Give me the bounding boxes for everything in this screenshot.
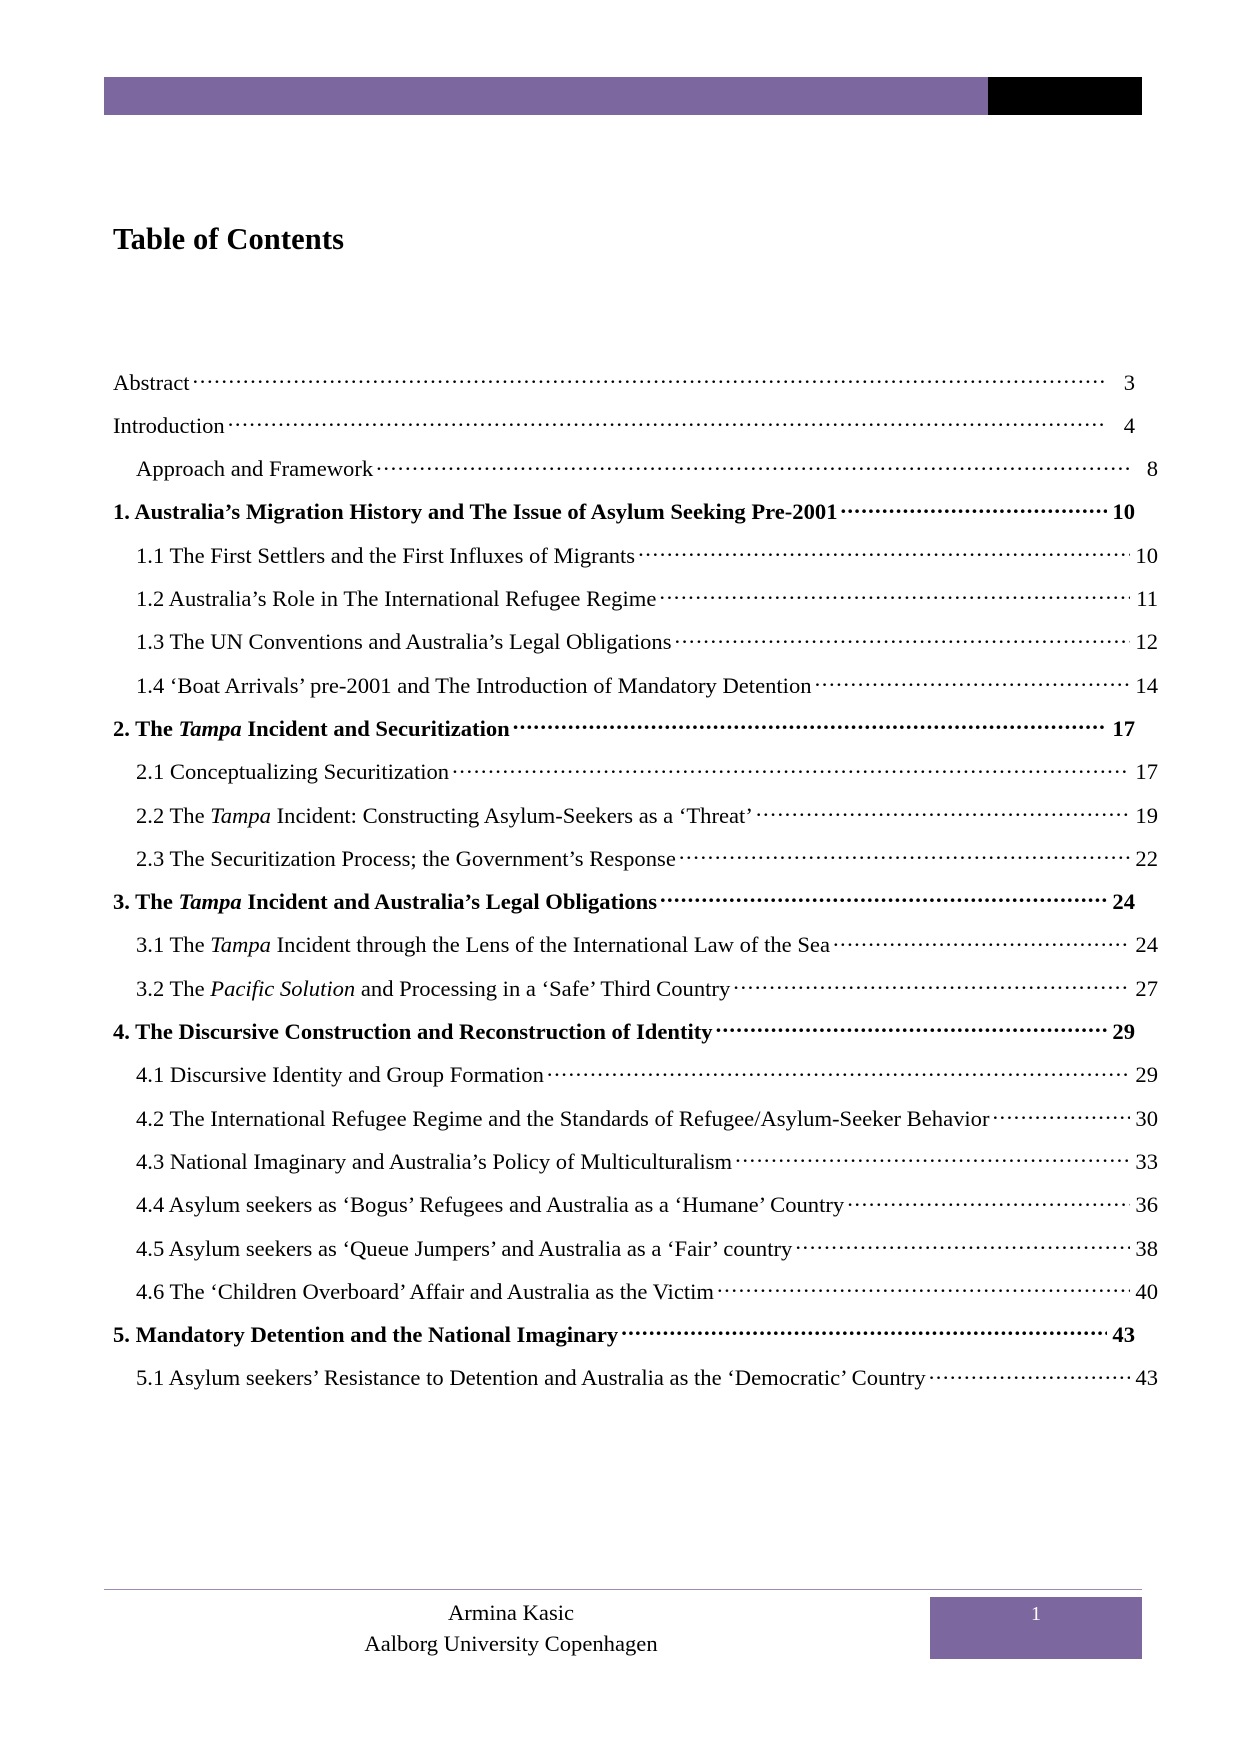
toc-entry-page: 17: [1135, 759, 1158, 785]
toc-dot-leader: [228, 410, 1107, 433]
toc-dot-leader: [815, 670, 1130, 693]
toc-dot-leader: [717, 1276, 1130, 1299]
toc-entry-page: 4: [1123, 412, 1135, 438]
toc-entry-label: Approach and Framework: [136, 456, 374, 482]
toc-entry[interactable]: [113, 1363, 1158, 1406]
toc-entry-page: 12: [1135, 629, 1158, 655]
toc-entry[interactable]: [113, 1146, 1158, 1189]
toc-entry[interactable]: [113, 627, 1158, 670]
toc-entry[interactable]: [113, 800, 1158, 843]
toc-dot-leader: [638, 540, 1130, 563]
toc-entry-label: 5.1 Asylum seekers’ Resistance to Detention and Australia as the ‘Democratic’ Country: [136, 1365, 926, 1391]
toc-entry-page: 8: [1146, 456, 1158, 482]
header-decoration: [104, 77, 1142, 115]
toc-entry-label: 3.2 The Pacific Solution and Processing in a ‘Safe’ Third Country: [136, 975, 731, 1001]
toc-entry-page: 40: [1135, 1278, 1158, 1304]
toc-entry-label: 2.1 Conceptualizing Securitization: [136, 759, 450, 785]
toc-dot-leader: [621, 1320, 1107, 1343]
toc-entry[interactable]: [113, 973, 1158, 1016]
toc-entry[interactable]: [113, 1016, 1135, 1059]
toc-entry[interactable]: [113, 1103, 1158, 1146]
toc-dot-leader: [716, 1016, 1107, 1039]
footer-institution: Aalborg University Copenhagen: [364, 1631, 658, 1657]
toc-entry-label: Abstract: [113, 369, 190, 395]
toc-entry-label: 4.3 National Imaginary and Australia’s Policy of Multiculturalism: [136, 1148, 733, 1174]
table-of-contents: [113, 367, 1158, 1406]
page-title: Table of Contents: [113, 222, 345, 256]
toc-entry-label: 1. Australia’s Migration History and The Issue of Asylum Seeking Pre-2001: [113, 499, 838, 525]
toc-entry-page: 10: [1112, 499, 1135, 525]
toc-entry-page: 10: [1135, 542, 1158, 568]
toc-entry-page: 27: [1135, 975, 1158, 1001]
toc-entry-page: 17: [1112, 715, 1135, 741]
toc-dot-leader: [929, 1363, 1130, 1386]
toc-dot-leader: [847, 1190, 1130, 1213]
toc-dot-leader: [513, 713, 1107, 736]
toc-entry-page: 43: [1112, 1322, 1135, 1348]
toc-dot-leader: [833, 930, 1130, 953]
toc-entry-page: 19: [1135, 802, 1158, 828]
toc-entry-label: 3.1 The Tampa Incident through the Lens of the International Law of the Sea: [136, 932, 830, 958]
toc-entry-page: 11: [1136, 586, 1158, 612]
toc-dot-leader: [756, 800, 1130, 823]
toc-entry[interactable]: [113, 497, 1135, 540]
toc-entry-page: 30: [1135, 1105, 1158, 1131]
toc-dot-leader: [452, 757, 1130, 780]
toc-entry[interactable]: [113, 410, 1135, 453]
toc-entry[interactable]: [113, 713, 1135, 756]
toc-entry[interactable]: [113, 367, 1135, 410]
page-number: 1: [1031, 1603, 1041, 1625]
toc-entry-label: 4.1 Discursive Identity and Group Formation: [136, 1062, 544, 1088]
toc-dot-leader: [679, 843, 1130, 866]
toc-entry-label: 3. The Tampa Incident and Australia’s Legal Obligations: [113, 889, 658, 915]
toc-entry-label: 5. Mandatory Detention and the National Imaginary: [113, 1322, 619, 1348]
toc-entry-label: 2.2 The Tampa Incident: Constructing Asylum-Seekers as a ‘Threat’: [136, 802, 753, 828]
toc-entry[interactable]: [113, 454, 1158, 497]
toc-entry-page: 43: [1135, 1365, 1158, 1391]
toc-entry-label: 1.2 Australia’s Role in The International Refugee Regime: [136, 586, 657, 612]
toc-entry[interactable]: [113, 757, 1158, 800]
toc-entry-page: 22: [1135, 845, 1158, 871]
toc-entry[interactable]: [113, 583, 1158, 626]
toc-entry-page: 36: [1135, 1192, 1158, 1218]
toc-entry[interactable]: [113, 1190, 1158, 1233]
toc-dot-leader: [841, 497, 1108, 520]
toc-dot-leader: [193, 367, 1107, 390]
toc-entry-page: 14: [1135, 672, 1158, 698]
toc-dot-leader: [547, 1060, 1130, 1083]
toc-entry-label: 4. The Discursive Construction and Reconstruction of Identity: [113, 1019, 713, 1045]
toc-entry-page: 24: [1112, 889, 1135, 915]
footer-divider: [104, 1589, 1142, 1590]
toc-entry[interactable]: [113, 930, 1158, 973]
toc-dot-leader: [993, 1103, 1131, 1126]
toc-entry-page: 38: [1135, 1235, 1158, 1261]
toc-entry-page: 3: [1123, 369, 1135, 395]
toc-dot-leader: [660, 887, 1107, 910]
toc-entry-label: 4.2 The International Refugee Regime and the Standards of Refugee/Asylum-Seeker Behavior: [136, 1105, 990, 1131]
toc-entry[interactable]: [113, 1276, 1158, 1319]
toc-dot-leader: [795, 1233, 1130, 1256]
page-footer: [104, 1597, 1142, 1659]
toc-entry[interactable]: [113, 1060, 1158, 1103]
toc-entry[interactable]: [113, 1233, 1158, 1276]
toc-entry-label: 4.6 The ‘Children Overboard’ Affair and Australia as the Victim: [136, 1278, 714, 1304]
footer-author: Armina Kasic: [447, 1600, 575, 1625]
header-bar-purple: [104, 77, 988, 115]
toc-entry-label: 1.3 The UN Conventions and Australia’s Legal Obligations: [136, 629, 672, 655]
toc-entry-label: 4.4 Asylum seekers as ‘Bogus’ Refugees and Australia as a ‘Humane’ Country: [136, 1192, 845, 1218]
toc-entry-label: 2. The Tampa Incident and Securitization: [113, 715, 510, 741]
toc-entry[interactable]: [113, 670, 1158, 713]
toc-dot-leader: [376, 454, 1130, 477]
toc-entry-page: 24: [1135, 932, 1158, 958]
toc-entry-page: 33: [1135, 1148, 1158, 1174]
toc-dot-leader: [675, 627, 1131, 650]
toc-entry-page: 29: [1112, 1019, 1135, 1045]
toc-entry-label: 4.5 Asylum seekers as ‘Queue Jumpers’ and Australia as a ‘Fair’ country: [136, 1235, 793, 1261]
toc-entry-label: 1.1 The First Settlers and the First Influxes of Migrants: [136, 542, 636, 568]
toc-entry-label: 1.4 ‘Boat Arrivals’ pre-2001 and The Introduction of Mandatory Detention: [136, 672, 812, 698]
footer-attribution: [104, 1597, 930, 1659]
toc-entry[interactable]: [113, 887, 1135, 930]
page-number-box: [930, 1597, 1142, 1659]
toc-entry-label: Introduction: [113, 412, 225, 438]
header-bar-black: [988, 77, 1142, 115]
toc-entry[interactable]: [113, 1320, 1135, 1363]
toc-entry[interactable]: [113, 540, 1158, 583]
toc-dot-leader: [735, 1146, 1130, 1169]
toc-dot-leader: [733, 973, 1130, 996]
toc-entry[interactable]: [113, 843, 1158, 886]
toc-entry-label: 2.3 The Securitization Process; the Government’s Response: [136, 845, 676, 871]
toc-dot-leader: [659, 583, 1130, 606]
toc-entry-page: 29: [1135, 1062, 1158, 1088]
